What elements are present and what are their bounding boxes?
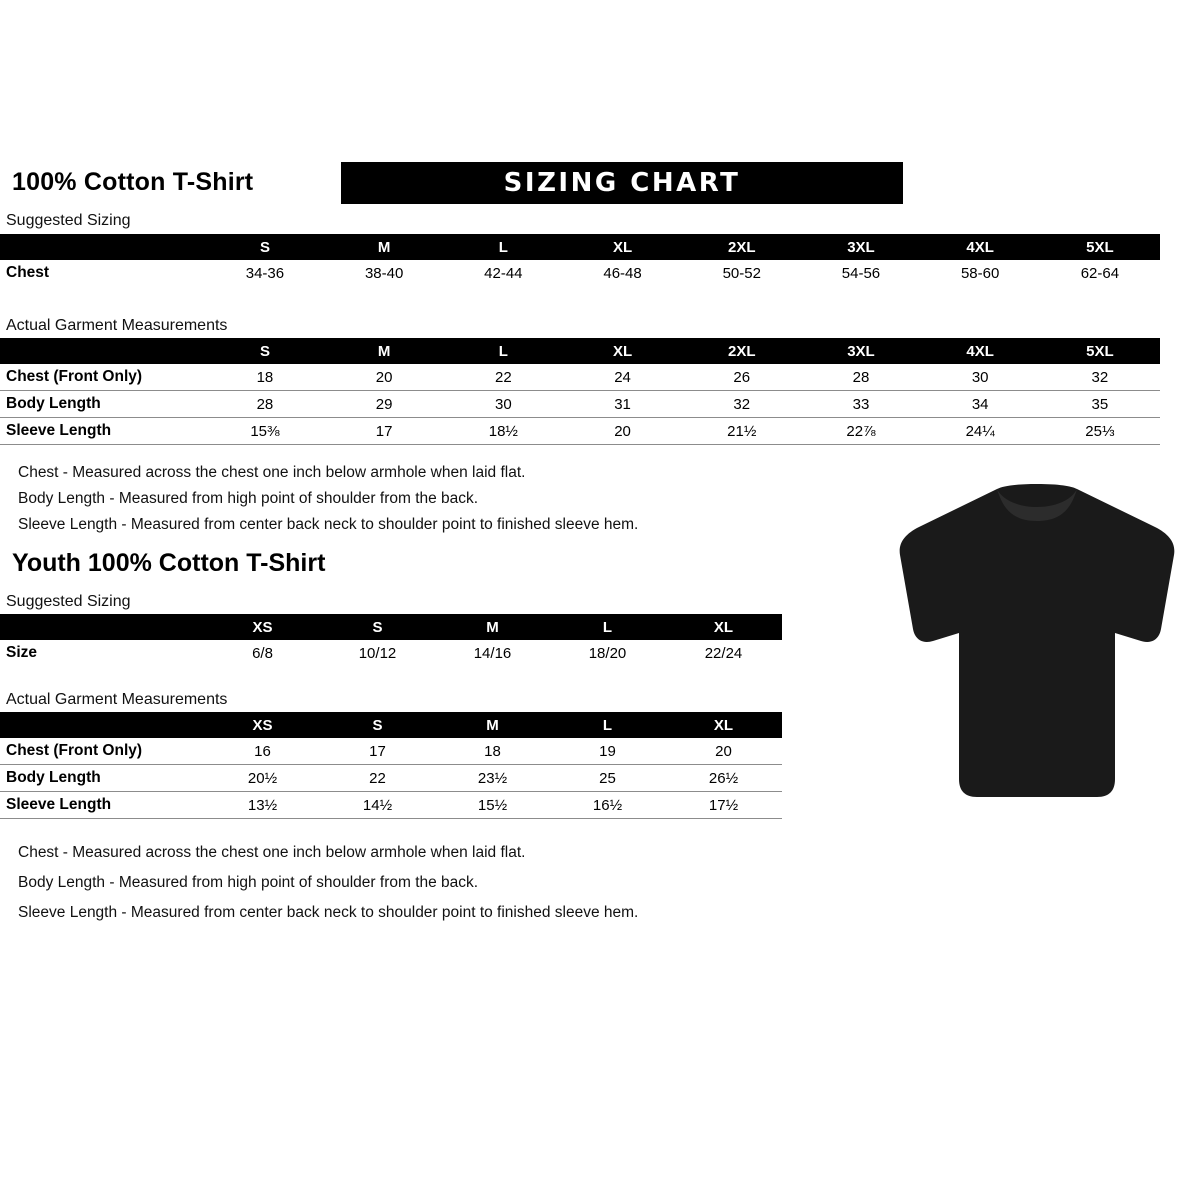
- table-cell: 42-44: [484, 264, 523, 282]
- table-cell: 32: [1091, 368, 1109, 386]
- table-cell: 54-56: [841, 264, 881, 282]
- row-label: Chest: [6, 264, 50, 281]
- column-header: L: [550, 614, 665, 640]
- column-header: XL: [665, 614, 782, 640]
- adult-note-chest: Chest - Measured across the chest one inch below armhole when laid flat.: [18, 464, 526, 481]
- column-header: [0, 614, 205, 640]
- adult-suggested-sizing-table: [0, 234, 1160, 286]
- table-cell: 20: [715, 742, 732, 760]
- column-header: M: [435, 712, 550, 738]
- table-cell: 16½: [592, 796, 623, 814]
- column-header: S: [320, 614, 435, 640]
- table-cell: 62-64: [1080, 264, 1120, 282]
- table-cell: 21½: [727, 422, 757, 440]
- column-header: 3XL: [801, 234, 920, 260]
- table-row: [0, 418, 1160, 445]
- table-cell: 26½: [708, 769, 739, 787]
- column-header: 2XL: [682, 338, 801, 364]
- youth-suggested-sizing-table: [0, 614, 782, 666]
- column-header: XL: [665, 712, 782, 738]
- youth-suggested-sizing-label: Suggested Sizing: [6, 593, 131, 610]
- table-cell: 30: [971, 368, 989, 386]
- table-row: [0, 738, 782, 765]
- row-label: Size: [6, 644, 38, 661]
- column-header: 4XL: [921, 338, 1040, 364]
- table-row: [0, 765, 782, 792]
- youth-section-title: Youth 100% Cotton T-Shirt: [12, 549, 326, 577]
- table-cell: 25⅓: [1085, 422, 1115, 440]
- table-header-row: [0, 234, 1160, 260]
- youth-note-body-length: Body Length - Measured from high point of shoulder from the back.: [18, 874, 479, 891]
- adult-garment-measurements-label: Actual Garment Measurements: [6, 317, 228, 334]
- table-cell: 18½: [488, 422, 518, 440]
- table-cell: 30: [495, 395, 512, 413]
- column-header: XL: [563, 338, 682, 364]
- table-cell: 14/16: [473, 644, 512, 662]
- table-cell: 17: [369, 742, 386, 760]
- table-header-row: [0, 614, 782, 640]
- adult-suggested-sizing-label: Suggested Sizing: [6, 212, 131, 229]
- column-header: [0, 234, 205, 260]
- youth-garment-measurements-table: [0, 712, 782, 819]
- column-header: XS: [205, 712, 320, 738]
- table-cell: 28: [256, 395, 274, 413]
- tshirt-icon: [893, 483, 1181, 805]
- column-header: 5XL: [1040, 338, 1160, 364]
- table-cell: 15⅜: [250, 422, 280, 440]
- table-row: [0, 364, 1160, 391]
- youth-note-sleeve-length: Sleeve Length - Measured from center back neck to shoulder point to finished sleeve hem.: [18, 904, 639, 921]
- table-cell: 10/12: [358, 644, 397, 662]
- table-cell: 18: [484, 742, 501, 760]
- table-row: [0, 640, 782, 666]
- column-header: M: [325, 338, 444, 364]
- table-cell: 22⅞: [846, 422, 876, 440]
- tshirt-product-image: [893, 483, 1181, 805]
- table-cell: 6/8: [252, 644, 273, 662]
- column-header: M: [325, 234, 444, 260]
- table-cell: 18: [256, 368, 274, 386]
- column-header: 2XL: [682, 234, 801, 260]
- column-header: XS: [205, 614, 320, 640]
- table-cell: 32: [733, 395, 751, 413]
- column-header: 4XL: [921, 234, 1040, 260]
- table-cell: 22: [369, 769, 386, 787]
- youth-note-chest: Chest - Measured across the chest one inch below armhole when laid flat.: [18, 844, 526, 861]
- row-label: Body Length: [6, 769, 101, 786]
- table-cell: 15½: [477, 796, 508, 814]
- column-header: [0, 338, 205, 364]
- table-cell: 29: [375, 395, 393, 413]
- table-cell: 28: [852, 368, 870, 386]
- table-cell: 33: [852, 395, 870, 413]
- column-header: S: [320, 712, 435, 738]
- table-cell: 23½: [477, 769, 508, 787]
- table-cell: 50-52: [722, 264, 761, 282]
- table-cell: 17: [375, 422, 393, 440]
- column-header: XL: [563, 234, 682, 260]
- table-cell: 22: [495, 368, 512, 386]
- row-label: Chest (Front Only): [6, 368, 143, 385]
- column-header: M: [435, 614, 550, 640]
- adult-garment-measurements-table: [0, 338, 1160, 445]
- table-cell: 16: [254, 742, 271, 760]
- table-cell: 35: [1091, 395, 1109, 413]
- table-cell: 25: [599, 769, 616, 787]
- column-header: L: [444, 234, 563, 260]
- column-header: L: [444, 338, 563, 364]
- row-label: Sleeve Length: [6, 796, 112, 813]
- table-cell: 38-40: [364, 264, 404, 282]
- adult-note-body-length: Body Length - Measured from high point of shoulder from the back.: [18, 490, 479, 507]
- table-cell: 26: [733, 368, 751, 386]
- column-header: S: [205, 338, 324, 364]
- table-cell: 31: [614, 395, 631, 413]
- table-cell: 19: [599, 742, 616, 760]
- column-header: S: [205, 234, 324, 260]
- row-label: Chest (Front Only): [6, 742, 143, 759]
- row-label: Body Length: [6, 395, 101, 412]
- table-cell: 34-36: [245, 264, 285, 282]
- sizing-chart-banner-label: SIZING CHART: [503, 168, 741, 198]
- adult-note-sleeve-length: Sleeve Length - Measured from center back neck to shoulder point to finished sleeve hem.: [18, 516, 639, 533]
- table-cell: 13½: [247, 796, 278, 814]
- table-cell: 20: [375, 368, 393, 386]
- column-header: 3XL: [801, 338, 920, 364]
- table-cell: 58-60: [960, 264, 1000, 282]
- table-cell: 18/20: [588, 644, 627, 662]
- table-header-row: [0, 712, 782, 738]
- table-row: [0, 260, 1160, 286]
- column-header: 5XL: [1040, 234, 1160, 260]
- column-header: L: [550, 712, 665, 738]
- table-row: [0, 391, 1160, 418]
- table-cell: 20½: [247, 769, 278, 787]
- row-label: Sleeve Length: [6, 422, 112, 439]
- table-row: [0, 792, 782, 819]
- table-cell: 17½: [708, 796, 739, 814]
- table-cell: 34: [971, 395, 989, 413]
- column-header: [0, 712, 205, 738]
- table-cell: 46-48: [603, 264, 642, 282]
- table-header-row: [0, 338, 1160, 364]
- table-cell: 24¼: [965, 422, 995, 440]
- table-cell: 20: [614, 422, 631, 440]
- table-cell: 14½: [362, 796, 393, 814]
- youth-garment-measurements-label: Actual Garment Measurements: [6, 691, 228, 708]
- adult-section-title: 100% Cotton T-Shirt: [12, 168, 254, 196]
- sizing-chart-banner: [341, 162, 903, 204]
- table-cell: 24: [614, 368, 631, 386]
- table-cell: 22/24: [704, 644, 743, 662]
